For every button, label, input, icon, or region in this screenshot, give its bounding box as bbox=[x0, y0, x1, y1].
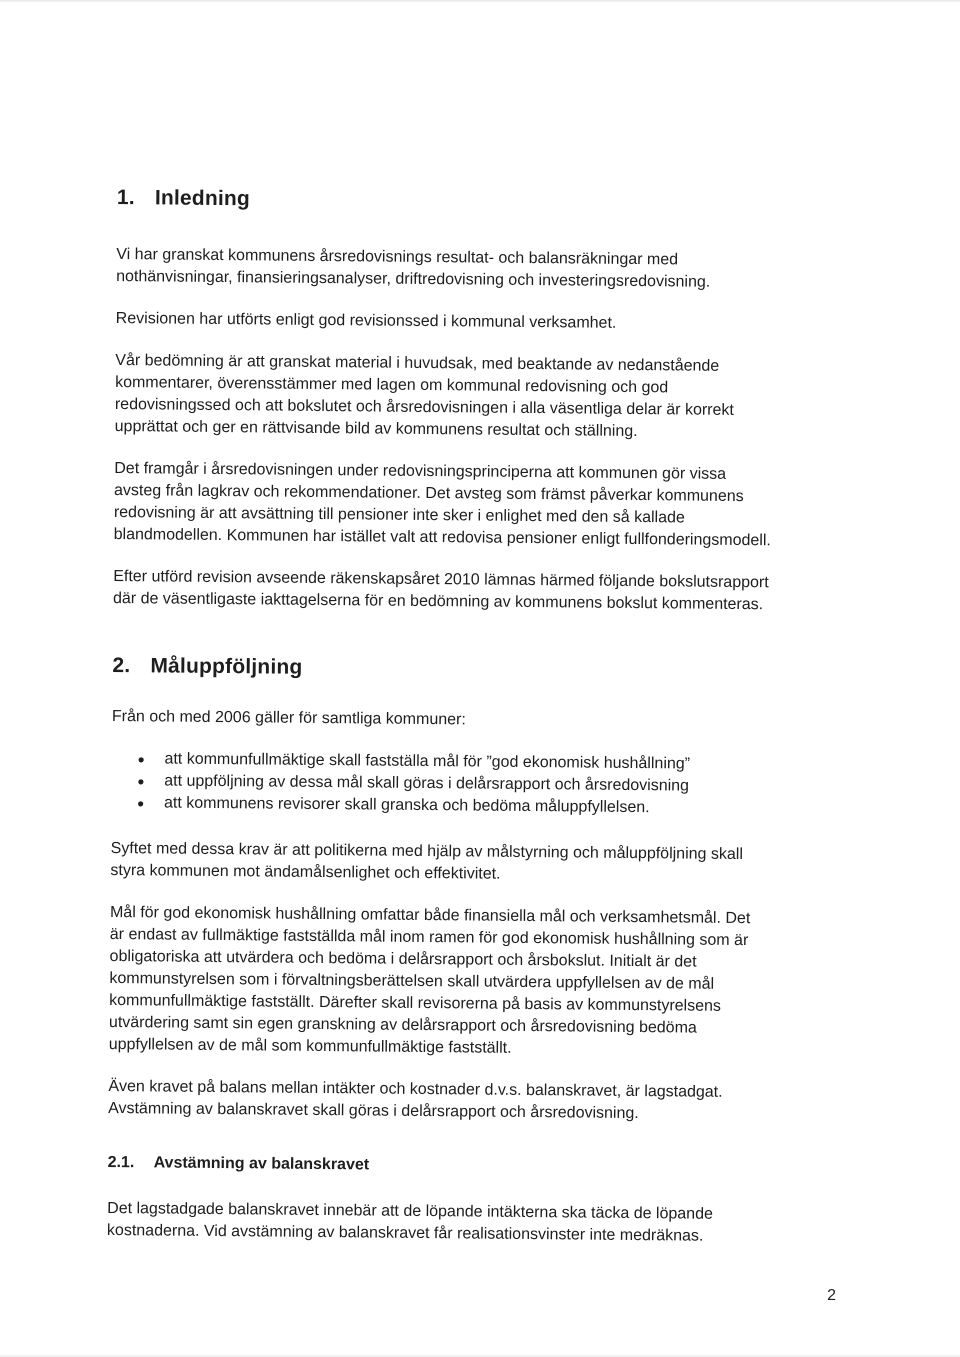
bullet-icon: ● bbox=[137, 752, 145, 767]
section-1-paragraph: Vår bedömning är att granskat material i huvudsak, med beaktande av nedanstående kommentarer, överensstämmer med lagen om kommunal redovisning och god redovisningssed och att bokslutet och årsredovisningen i alla väsentliga delar är korrekt upprättat och ger en rättvisande bild av kommunens resultat och ställning. bbox=[114, 351, 734, 441]
page-number: 2 bbox=[827, 1287, 836, 1304]
list-item-text: att kommunens revisorer skall granska och bedöma måluppfyllelsen. bbox=[163, 794, 650, 817]
section-2-1-title: Avstämning av balanskravet bbox=[153, 1154, 370, 1174]
section-2-1-heading bbox=[108, 1154, 840, 1179]
section-2-number: 2. bbox=[112, 653, 131, 678]
section-2-paragraph: Även kravet på balans mellan intäkter och kostnader d.v.s. balanskravet, är lagstadgat. Avstämning av balanskravet skall göras i delårsrapport och årsredovisning. bbox=[108, 1077, 723, 1123]
list-item-text: att kommunfullmäktige skall fastställa mål för ”god ekonomisk hushållning” bbox=[164, 750, 691, 773]
list-item-text: att uppföljning av dessa mål skall göras i delårsrapport och årsredovisning bbox=[164, 772, 690, 795]
section-2-paragraph: Mål för god ekonomisk hushållning omfattar både finansiella mål och verksamhetsmål. Det är endast av fullmäktige fastställda mål inom ramen för god ekonomisk hushållning som är obligatoriska att utvärdera och bedöma i delårsrapport och årsbokslut. Initialt är det kommunstyrelsen som i förvaltningsberättelsen skall utvärdera uppfyllelsen av de mål kommunfullmäktige fastställt. Därefter skall revisorerna på basis av kommunstyrelsens utvärdering samt sin egen granskning av delårsrapport och årsredovisning bedöma uppfyllelsen av de mål som kommunfullmäktige fastställt. bbox=[108, 903, 751, 1057]
section-2-1-paragraph: Det lagstadgade balanskravet innebär att de löpande intäkterna ska täcka de löpande kostnaderna. Vid avstämning av balanskravet får realisationsvinster inte medräknas. bbox=[106, 1199, 714, 1245]
section-1-title: Inledning bbox=[154, 186, 251, 211]
section-1-paragraph: Det framgår i årsredovisningen under redovisningsprinciperna att kommunen gör vissa avsteg från lagkrav och rekommendationer. Det avsteg som främst påverkar kommunens redovisning är att avsättning till pensioner inte sker i enlighet med den så kallade blandmodellen. Kommunen har istället valt att redovisa pensioner enligt fullfonderingsmodell. bbox=[113, 459, 771, 550]
section-1-paragraph: Vi har granskat kommunens årsredovisnings resultat- och balansräkningar med nothänvisningar, finansieringsanalyser, driftredovisning och investeringsredovisning. bbox=[116, 245, 711, 291]
section-2-title: Måluppföljning bbox=[150, 654, 303, 679]
section-1-number: 1. bbox=[116, 186, 135, 210]
requirement-list bbox=[111, 748, 844, 821]
scan-edge-top bbox=[0, 0, 960, 3]
section-1-heading bbox=[117, 186, 849, 217]
page-content bbox=[107, 186, 849, 1269]
section-1-paragraph: Efter utförd revision avseende räkenskapsåret 2010 lämnas härmed följande bokslutsrapport där de väsentligaste iakttagelserna för en bedömning av kommunens bokslut kommenteras. bbox=[112, 567, 769, 614]
bullet-icon: ● bbox=[137, 796, 145, 811]
bullet-icon: ● bbox=[137, 774, 145, 789]
section-1-paragraph: Revisionen har utförts enligt god revisionssed i kommunal verksamhet. bbox=[115, 309, 617, 332]
section-2-intro: Från och med 2006 gäller för samtliga kommuner: bbox=[111, 707, 466, 729]
section-2-paragraph: Syftet med dessa krav är att politikerna med hjälp av målstyrning och måluppföljning skall styra kommunen mot ändamålsenlighet och effektivitet. bbox=[110, 839, 744, 883]
section-2-1-number: 2.1. bbox=[107, 1153, 135, 1172]
section-2-heading bbox=[112, 654, 844, 685]
